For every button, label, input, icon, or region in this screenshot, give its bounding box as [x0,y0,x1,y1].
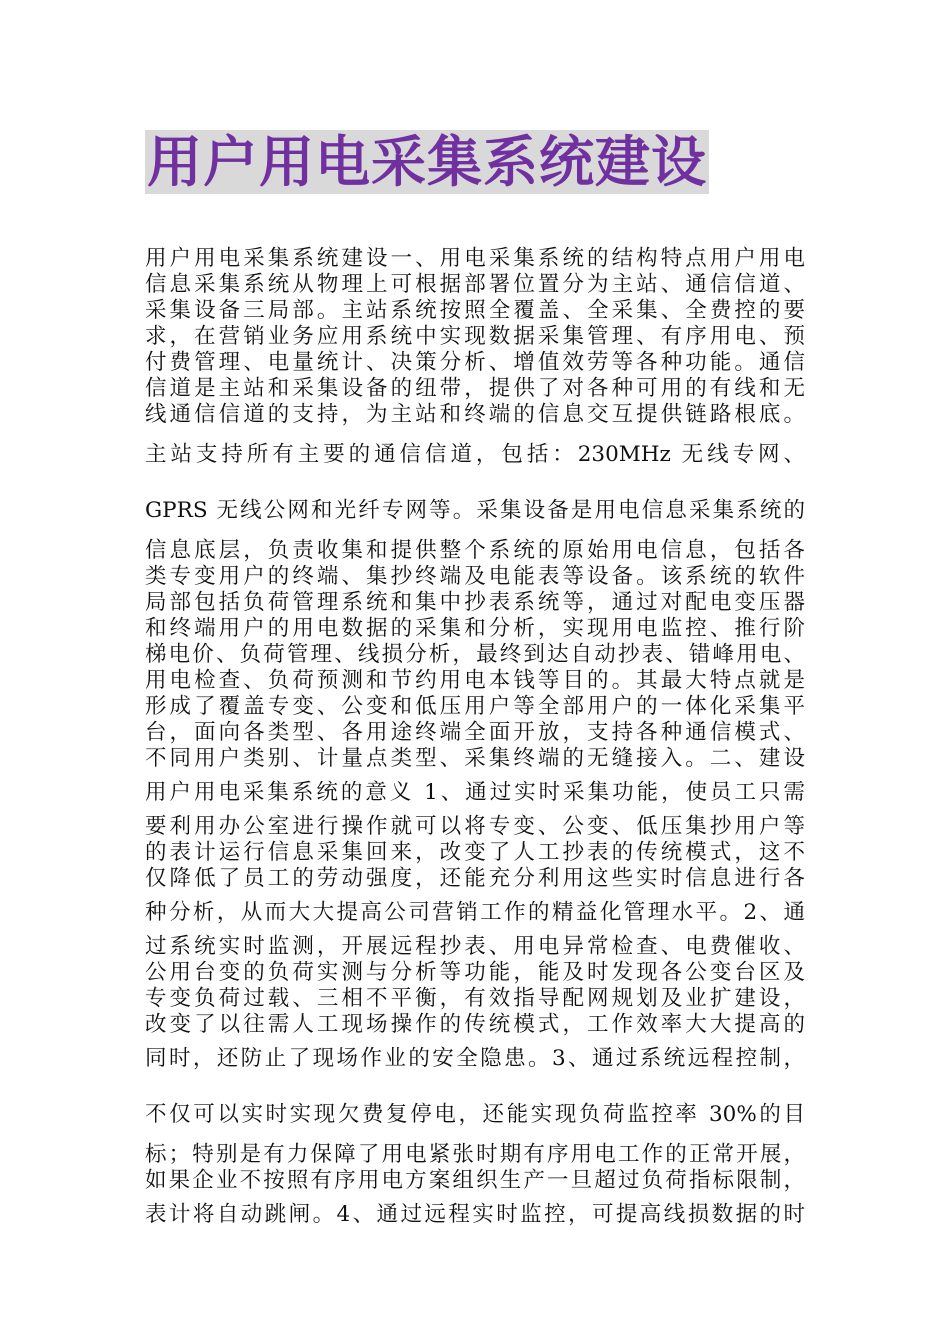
body-line-20: 要利用办公室进行操作就可以将专变、公变、低压集抄用户等 [145,814,805,839]
body-line-7: 线通信信道的支持，为主站和终端的信息交互提供链路根底。 [145,402,805,427]
body-line-21: 的表计运行信息采集回来，改变了人工抄表的传统模式，这不 [145,840,805,865]
body-line-30: 标；特别是有力保障了用电紧张时期有序用电工作的正常开展， [145,1142,805,1167]
body-line-14: 梯电价、负荷管理、线损分析，最终到达自动抄表、错峰用电、 [145,642,805,667]
body-line-29: 不仅可以实时实现欠费复停电，还能实现负荷监控率 30%的目 [145,1102,805,1127]
body-line-3: 采集设备三局部。主站系统按照全覆盖、全采集、全费控的要 [145,298,805,323]
body-line-27: 改变了以往需人工现场操作的传统模式，工作效率大大提高的 [145,1012,805,1037]
body-line-11: 类专变用户的终端、集抄终端及电能表等设备。该系统的软件 [145,564,805,589]
body-line-5: 付费管理、电量统计、决策分析、增值效劳等各种功能。通信 [145,350,805,375]
body-line-19: 用户用电采集系统的意义 1、通过实时采集功能，使员工只需 [145,780,805,805]
body-line-4: 求，在营销业务应用系统中实现数据采集管理、有序用电、预 [145,324,805,349]
body-line-2: 信息采集系统从物理上可根据部署位置分为主站、通信信道、 [145,272,805,297]
body-line-26: 专变负荷过载、三相不平衡，有效指导配网规划及业扩建设， [145,986,805,1011]
body-line-6: 信道是主站和采集设备的纽带，提供了对各种可用的有线和无 [145,376,805,401]
body-line-31: 如果企业不按照有序用电方案组织生产一旦超过负荷指标限制， [145,1168,805,1193]
body-line-12: 局部包括负荷管理系统和集中抄表系统等，通过对配电变压器 [145,590,805,615]
body-line-15: 用电检查、负荷预测和节约用电本钱等目的。其最大特点就是 [145,668,805,693]
body-line-25: 公用台变的负荷实测与分析等功能，能及时发现各公变台区及 [145,960,805,985]
body-line-1: 用户用电采集系统建设一、用电采集系统的结构特点用户用电 [145,246,805,271]
body-line-8: 主站支持所有主要的通信信道，包括：230MHz 无线专网、 [145,442,805,467]
body-line-18: 不同用户类别、计量点类型、采集终端的无缝接入。二、建设 [145,746,805,771]
body-line-16: 形成了覆盖专变、公变和低压用户等全部用户的一体化采集平 [145,694,805,719]
body-line-10: 信息底层，负责收集和提供整个系统的原始用电信息，包括各 [145,538,805,563]
body-line-9: GPRS 无线公网和光纤专网等。采集设备是用电信息采集系统的 [145,498,805,523]
title-block [145,130,709,194]
body-line-17: 台，面向各类型、各用途终端全面开放，支持各种通信模式、 [145,720,805,745]
body-line-24: 过系统实时监测，开展远程抄表、用电异常检查、电费催收、 [145,934,805,959]
body-line-22: 仅降低了员工的劳动强度，还能充分利用这些实时信息进行各 [145,866,805,891]
body-line-32: 表计将自动跳闸。4、通过远程实时监控，可提高线损数据的时 [145,1202,805,1227]
body-line-23: 种分析，从而大大提高公司营销工作的精益化管理水平。2、通 [145,900,805,925]
body-line-28: 同时，还防止了现场作业的安全隐患。3、通过系统远程控制， [145,1046,805,1071]
document-body [145,246,805,1228]
body-line-13: 和终端用户的用电数据的采集和分析，实现用电监控、推行阶 [145,616,805,641]
document-title: 用户用电采集系统建设 [147,130,708,194]
